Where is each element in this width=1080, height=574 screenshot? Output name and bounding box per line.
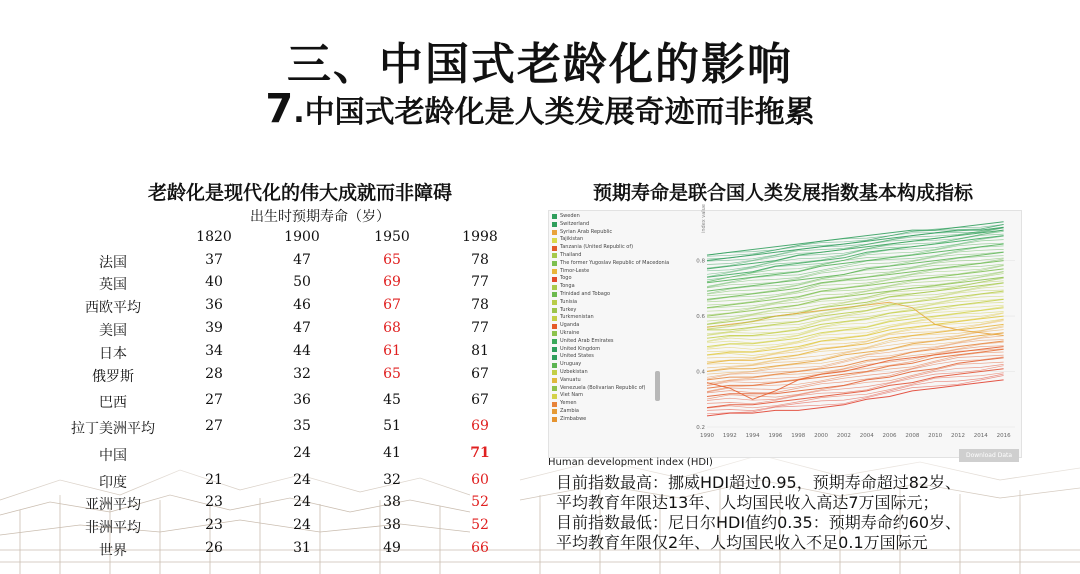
legend-label: Turkmenistan <box>560 314 594 321</box>
legend-label: Uganda <box>560 322 580 329</box>
legend-item[interactable] <box>552 330 662 338</box>
note-line: 平均教育年限达13年、人均国民收入高达7万国际元； <box>556 493 939 512</box>
table-cell: 32 <box>383 472 401 488</box>
legend-swatch <box>552 269 557 274</box>
legend-item[interactable] <box>552 392 662 400</box>
legend-label: The former Yugoslav Republic of Macedonia <box>560 259 670 266</box>
table-cell: 52 <box>471 494 489 510</box>
legend-item[interactable] <box>552 400 662 408</box>
table-row-label: 英国 <box>99 277 127 293</box>
table-row-label: 美国 <box>99 323 127 339</box>
legend-swatch <box>552 370 557 375</box>
x-tick-label: 2006 <box>882 433 897 439</box>
legend-swatch <box>552 394 557 399</box>
table-cell: 66 <box>471 540 489 556</box>
legend-label: Togo <box>560 275 572 282</box>
table-cell: 24 <box>293 494 311 510</box>
table-cell: 44 <box>293 343 311 359</box>
table-cell: 31 <box>293 540 311 556</box>
table-cell: 39 <box>205 320 223 336</box>
legend-label: Tonga <box>560 283 575 290</box>
legend-swatch <box>552 253 557 258</box>
legend-swatch <box>552 378 557 383</box>
legend-item[interactable] <box>552 307 662 315</box>
legend-scrollbar[interactable] <box>655 371 660 401</box>
table-cell: 49 <box>383 540 401 556</box>
right-heading: 预期寿命是联合国人类发展指数基本构成指标 <box>592 182 973 204</box>
page-subtitle <box>0 86 1080 132</box>
subtitle-number: 7 <box>265 86 294 132</box>
table-cell: 47 <box>293 252 311 268</box>
table-cell: 24 <box>293 517 311 533</box>
download-data-button[interactable]: Download Data <box>959 449 1019 462</box>
legend-item[interactable] <box>552 244 662 252</box>
legend-label: Zimbabwe <box>560 415 587 422</box>
legend-label: Tanzania (United Republic of) <box>560 244 634 251</box>
x-tick-label: 1994 <box>745 433 760 439</box>
legend-item[interactable] <box>552 416 662 424</box>
legend-item[interactable] <box>552 221 662 229</box>
left-heading: 老龄化是现代化的伟大成就而非障碍 <box>147 182 452 204</box>
table-cell: 41 <box>383 445 401 461</box>
table-cell: 23 <box>205 494 223 510</box>
table-cell: 67 <box>471 392 489 408</box>
table-row-label: 印度 <box>99 475 127 491</box>
hdi-chart <box>548 204 1022 459</box>
legend-label: Turkey <box>560 306 577 313</box>
table-cell: 47 <box>293 320 311 336</box>
legend-item[interactable] <box>552 275 662 283</box>
table-cell: 50 <box>293 274 311 290</box>
table-cell: 24 <box>293 472 311 488</box>
legend-swatch <box>552 324 557 329</box>
table-cell: 81 <box>471 343 489 359</box>
legend-label: Vanuatu <box>560 376 581 383</box>
legend-swatch <box>552 316 557 321</box>
table-row-label: 巴西 <box>99 395 127 411</box>
x-tick-label: 1998 <box>791 433 806 439</box>
table-cell: 38 <box>383 494 401 510</box>
legend-label: Venezuela (Bolivarian Republic of) <box>560 384 646 391</box>
table-row-label: 日本 <box>99 346 127 362</box>
legend-label: United States <box>560 353 594 360</box>
table-cell: 52 <box>471 517 489 533</box>
table-cell: 27 <box>205 418 223 434</box>
table-cell: 71 <box>470 445 490 461</box>
table-cell: 23 <box>205 517 223 533</box>
legend-item[interactable] <box>552 259 670 268</box>
legend-swatch <box>552 261 557 266</box>
table-cell: 46 <box>293 297 311 313</box>
table-cell: 68 <box>383 320 401 336</box>
table-cell: 78 <box>471 297 489 313</box>
x-tick-label: 1992 <box>722 433 737 439</box>
x-tick-label: 2002 <box>836 433 851 439</box>
x-tick-label: 2008 <box>905 433 920 439</box>
legend-label: Thailand <box>560 251 582 258</box>
table-cell: 26 <box>205 540 223 556</box>
legend-swatch <box>552 308 557 313</box>
note-line: 目前指数最低：尼日尔HDI值约0.35：预期寿命约60岁、 <box>556 513 962 532</box>
table-cell: 69 <box>471 418 489 434</box>
table-cell: 65 <box>383 366 401 382</box>
legend-item[interactable] <box>552 377 662 385</box>
y-tick-label: 0.6 <box>696 314 705 321</box>
table-cell: 60 <box>471 472 489 488</box>
legend-swatch <box>552 347 557 352</box>
legend-item[interactable] <box>552 385 662 393</box>
legend-label: Timor-Leste <box>560 267 590 274</box>
subtitle-text: .中国式老龄化是人类发展奇迹而非拖累 <box>293 95 815 130</box>
legend-swatch <box>552 238 557 243</box>
legend-swatch <box>552 409 557 414</box>
table-cell: 61 <box>383 343 401 359</box>
legend-label: Viet Nam <box>560 392 584 399</box>
y-tick-label: 0.2 <box>696 425 705 431</box>
table-row-label: 世界 <box>99 543 127 559</box>
legend-item[interactable] <box>552 361 662 369</box>
legend-item[interactable] <box>552 213 662 221</box>
x-tick-label: 2016 <box>996 433 1011 439</box>
legend-item[interactable] <box>552 408 662 416</box>
hdi-line-plot <box>696 204 1017 445</box>
legend-label: Uzbekistan <box>560 368 588 375</box>
legend-item[interactable] <box>552 346 662 354</box>
legend-swatch <box>552 386 557 391</box>
legend-item[interactable] <box>552 291 662 299</box>
note-line: 目前指数最高：挪威HDI超过0.95，预期寿命超过82岁、 <box>556 473 962 492</box>
legend-swatch <box>552 417 557 422</box>
year-header: 1998 <box>462 229 498 245</box>
legend-swatch <box>552 402 557 407</box>
x-tick-label: 2010 <box>928 433 943 439</box>
y-axis-label: index value <box>701 204 707 233</box>
x-tick-label: 2000 <box>814 433 829 439</box>
table-cell: 77 <box>471 320 489 336</box>
legend-label: United Arab Emirates <box>560 337 614 344</box>
y-tick-label: 0.4 <box>696 369 705 376</box>
year-header: 1950 <box>374 229 410 245</box>
table-row-label: 非洲平均 <box>85 520 141 536</box>
x-tick-label: 2012 <box>950 433 965 439</box>
table-cell: 28 <box>205 366 223 382</box>
legend-swatch <box>552 214 557 219</box>
legend-item[interactable] <box>552 236 662 244</box>
legend-label: Yemen <box>560 400 577 407</box>
legend-swatch <box>552 285 557 290</box>
note-line: 平均教育年限仅2年、人均国民收入不足0.1万国际元 <box>556 533 928 552</box>
legend-item[interactable] <box>552 353 662 361</box>
table-cell: 24 <box>293 445 311 461</box>
x-tick-label: 2014 <box>973 433 988 439</box>
legend-label: Ukraine <box>560 329 580 336</box>
table-cell: 65 <box>383 252 401 268</box>
legend-swatch <box>552 222 557 227</box>
year-header: 1900 <box>284 229 320 245</box>
table-row-label: 拉丁美洲平均 <box>71 421 155 437</box>
x-tick-label: 1996 <box>768 433 783 439</box>
table-cell: 27 <box>205 392 223 408</box>
legend-swatch <box>552 339 557 344</box>
table-cell: 21 <box>205 472 223 488</box>
table-cell: 37 <box>205 252 223 268</box>
legend-label: Switzerland <box>560 220 590 227</box>
x-tick-label: 2004 <box>859 433 874 439</box>
legend-item[interactable] <box>552 252 662 260</box>
legend-item[interactable] <box>552 369 662 377</box>
table-row-label: 中国 <box>99 448 127 464</box>
legend-swatch <box>552 246 557 251</box>
legend-swatch <box>552 277 557 282</box>
legend-label: Tajikistan <box>560 236 584 243</box>
table-cell: 38 <box>383 517 401 533</box>
series-line <box>707 283 1004 325</box>
legend-label: United Kingdom <box>560 345 601 352</box>
legend-swatch <box>552 300 557 305</box>
legend-swatch <box>552 292 557 297</box>
legend-item[interactable] <box>552 229 662 237</box>
table-cell: 45 <box>383 392 401 408</box>
chart-legend[interactable] <box>552 213 670 453</box>
table-cell: 67 <box>383 297 401 313</box>
table-cell: 34 <box>205 343 223 359</box>
table-cell: 78 <box>471 252 489 268</box>
table-row-label: 俄罗斯 <box>92 369 134 385</box>
year-header: 1820 <box>196 229 232 245</box>
table-cell: 77 <box>471 274 489 290</box>
table-row-label: 法国 <box>99 255 127 271</box>
legend-label: Trinidad and Tobago <box>560 290 611 297</box>
hdi-notes <box>556 473 1076 553</box>
chart-caption: Human development index (HDI) <box>548 457 713 468</box>
table-cell: 69 <box>383 274 401 290</box>
legend-label: Sweden <box>560 213 580 219</box>
legend-item[interactable] <box>552 299 662 307</box>
x-tick-label: 1990 <box>700 433 714 439</box>
legend-label: Syrian Arab Republic <box>560 228 613 235</box>
table-cell: 32 <box>293 366 311 382</box>
legend-item[interactable] <box>552 322 662 330</box>
legend-label: Zambia <box>560 407 579 414</box>
table-cell: 36 <box>293 392 311 408</box>
legend-item[interactable] <box>552 268 662 276</box>
table-cell: 36 <box>205 297 223 313</box>
legend-swatch <box>552 331 557 336</box>
table-cell: 35 <box>293 418 311 434</box>
legend-label: Tunisia <box>560 298 578 305</box>
table-row-label: 亚洲平均 <box>85 497 141 513</box>
table-cell: 67 <box>471 366 489 382</box>
page-title: 三、中国式老龄化的影响 <box>287 39 793 90</box>
table-row-label: 西欧平均 <box>85 300 141 316</box>
legend-item[interactable] <box>552 314 662 322</box>
legend-item[interactable] <box>552 338 662 346</box>
legend-swatch <box>552 363 557 368</box>
legend-swatch <box>552 355 557 360</box>
table-cell: 51 <box>383 418 401 434</box>
table-cell: 40 <box>205 274 223 290</box>
table-caption: 出生时预期寿命（岁） <box>250 209 390 225</box>
legend-label: Uruguay <box>560 361 582 368</box>
legend-swatch <box>552 230 557 235</box>
legend-item[interactable] <box>552 283 662 291</box>
y-tick-label: 0.8 <box>696 258 705 265</box>
